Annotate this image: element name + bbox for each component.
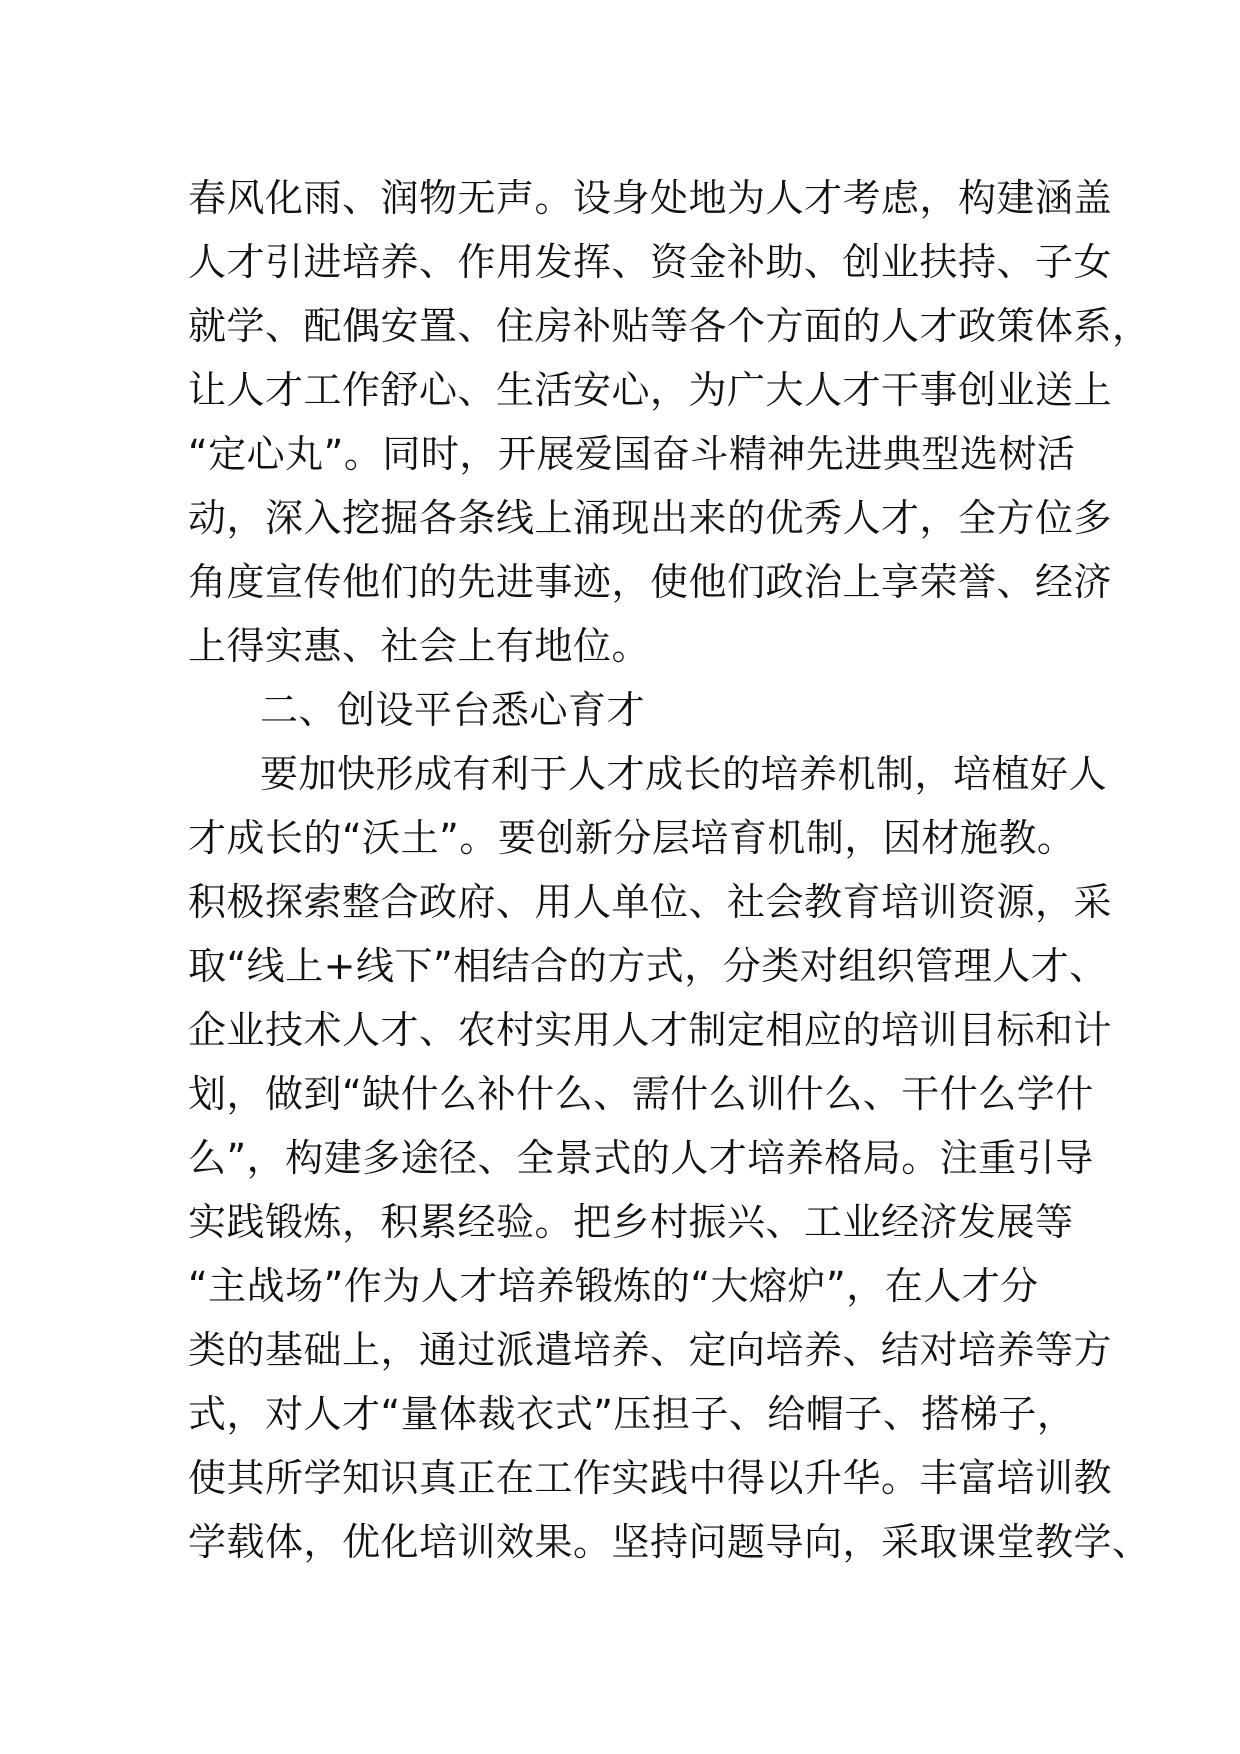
text-line: 使其所学知识真正在工作实践中得以升华。丰富培训教 — [188, 1456, 1113, 1500]
text-line: 春风化雨、润物无声。设身处地为人才考虑，构建涵盖 — [188, 176, 1113, 220]
text-line: 取“线上+线下”相结合的方式，分类对组织管理人才、 — [188, 944, 1108, 988]
text-line: 式，对人才“量体裁衣式”压担子、给帽子、搭梯子， — [188, 1392, 1076, 1436]
body-text — [188, 166, 1151, 1574]
text-line: 角度宣传他们的先进事迹，使他们政治上享荣誉、经济 — [188, 560, 1113, 604]
text-line: 动，深入挖掘各条线上涌现出来的优秀人才，全方位多 — [188, 496, 1113, 540]
text-line: 学载体，优化培训效果。坚持问题导向，采取课堂教学、 — [188, 1520, 1151, 1564]
text-line: “定心丸”。同时，开展爱国奋斗精神先进典型选树活 — [188, 432, 1076, 476]
text-line: 么”，构建多途径、全景式的人才培养格局。注重引导 — [188, 1136, 1094, 1180]
text-line: 要加快形成有利于人才成长的培养机制，培植好人 — [260, 752, 1108, 796]
text-line: 企业技术人才、农村实用人才制定相应的培训目标和计 — [188, 1008, 1113, 1052]
text-line: 上得实惠、社会上有地位。 — [188, 624, 651, 668]
text-line: 让人才工作舒心、生活安心，为广大人才干事创业送上 — [188, 368, 1113, 412]
text-line: 积极探索整合政府、用人单位、社会教育培训资源，采 — [188, 880, 1113, 924]
text-line: 才成长的“沃土”。要创新分层培育机制，因材施教。 — [188, 816, 1076, 860]
text-line: “主战场”作为人才培养锻炼的“大熔炉”，在人才分 — [188, 1264, 1039, 1308]
text-line: 类的基础上，通过派遣培养、定向培养、结对培养等方 — [188, 1328, 1113, 1372]
text-line: 人才引进培养、作用发挥、资金补助、创业扶持、子女 — [188, 240, 1113, 284]
text-line: 就学、配偶安置、住房补贴等各个方面的人才政策体系， — [188, 304, 1151, 348]
text-line: 实践锻炼，积累经验。把乡村振兴、工业经济发展等 — [188, 1200, 1074, 1244]
section-heading: 二、创设平台悉心育才 — [260, 688, 646, 732]
text-line: 划，做到“缺什么补什么、需什么训什么、干什么学什 — [188, 1072, 1094, 1116]
